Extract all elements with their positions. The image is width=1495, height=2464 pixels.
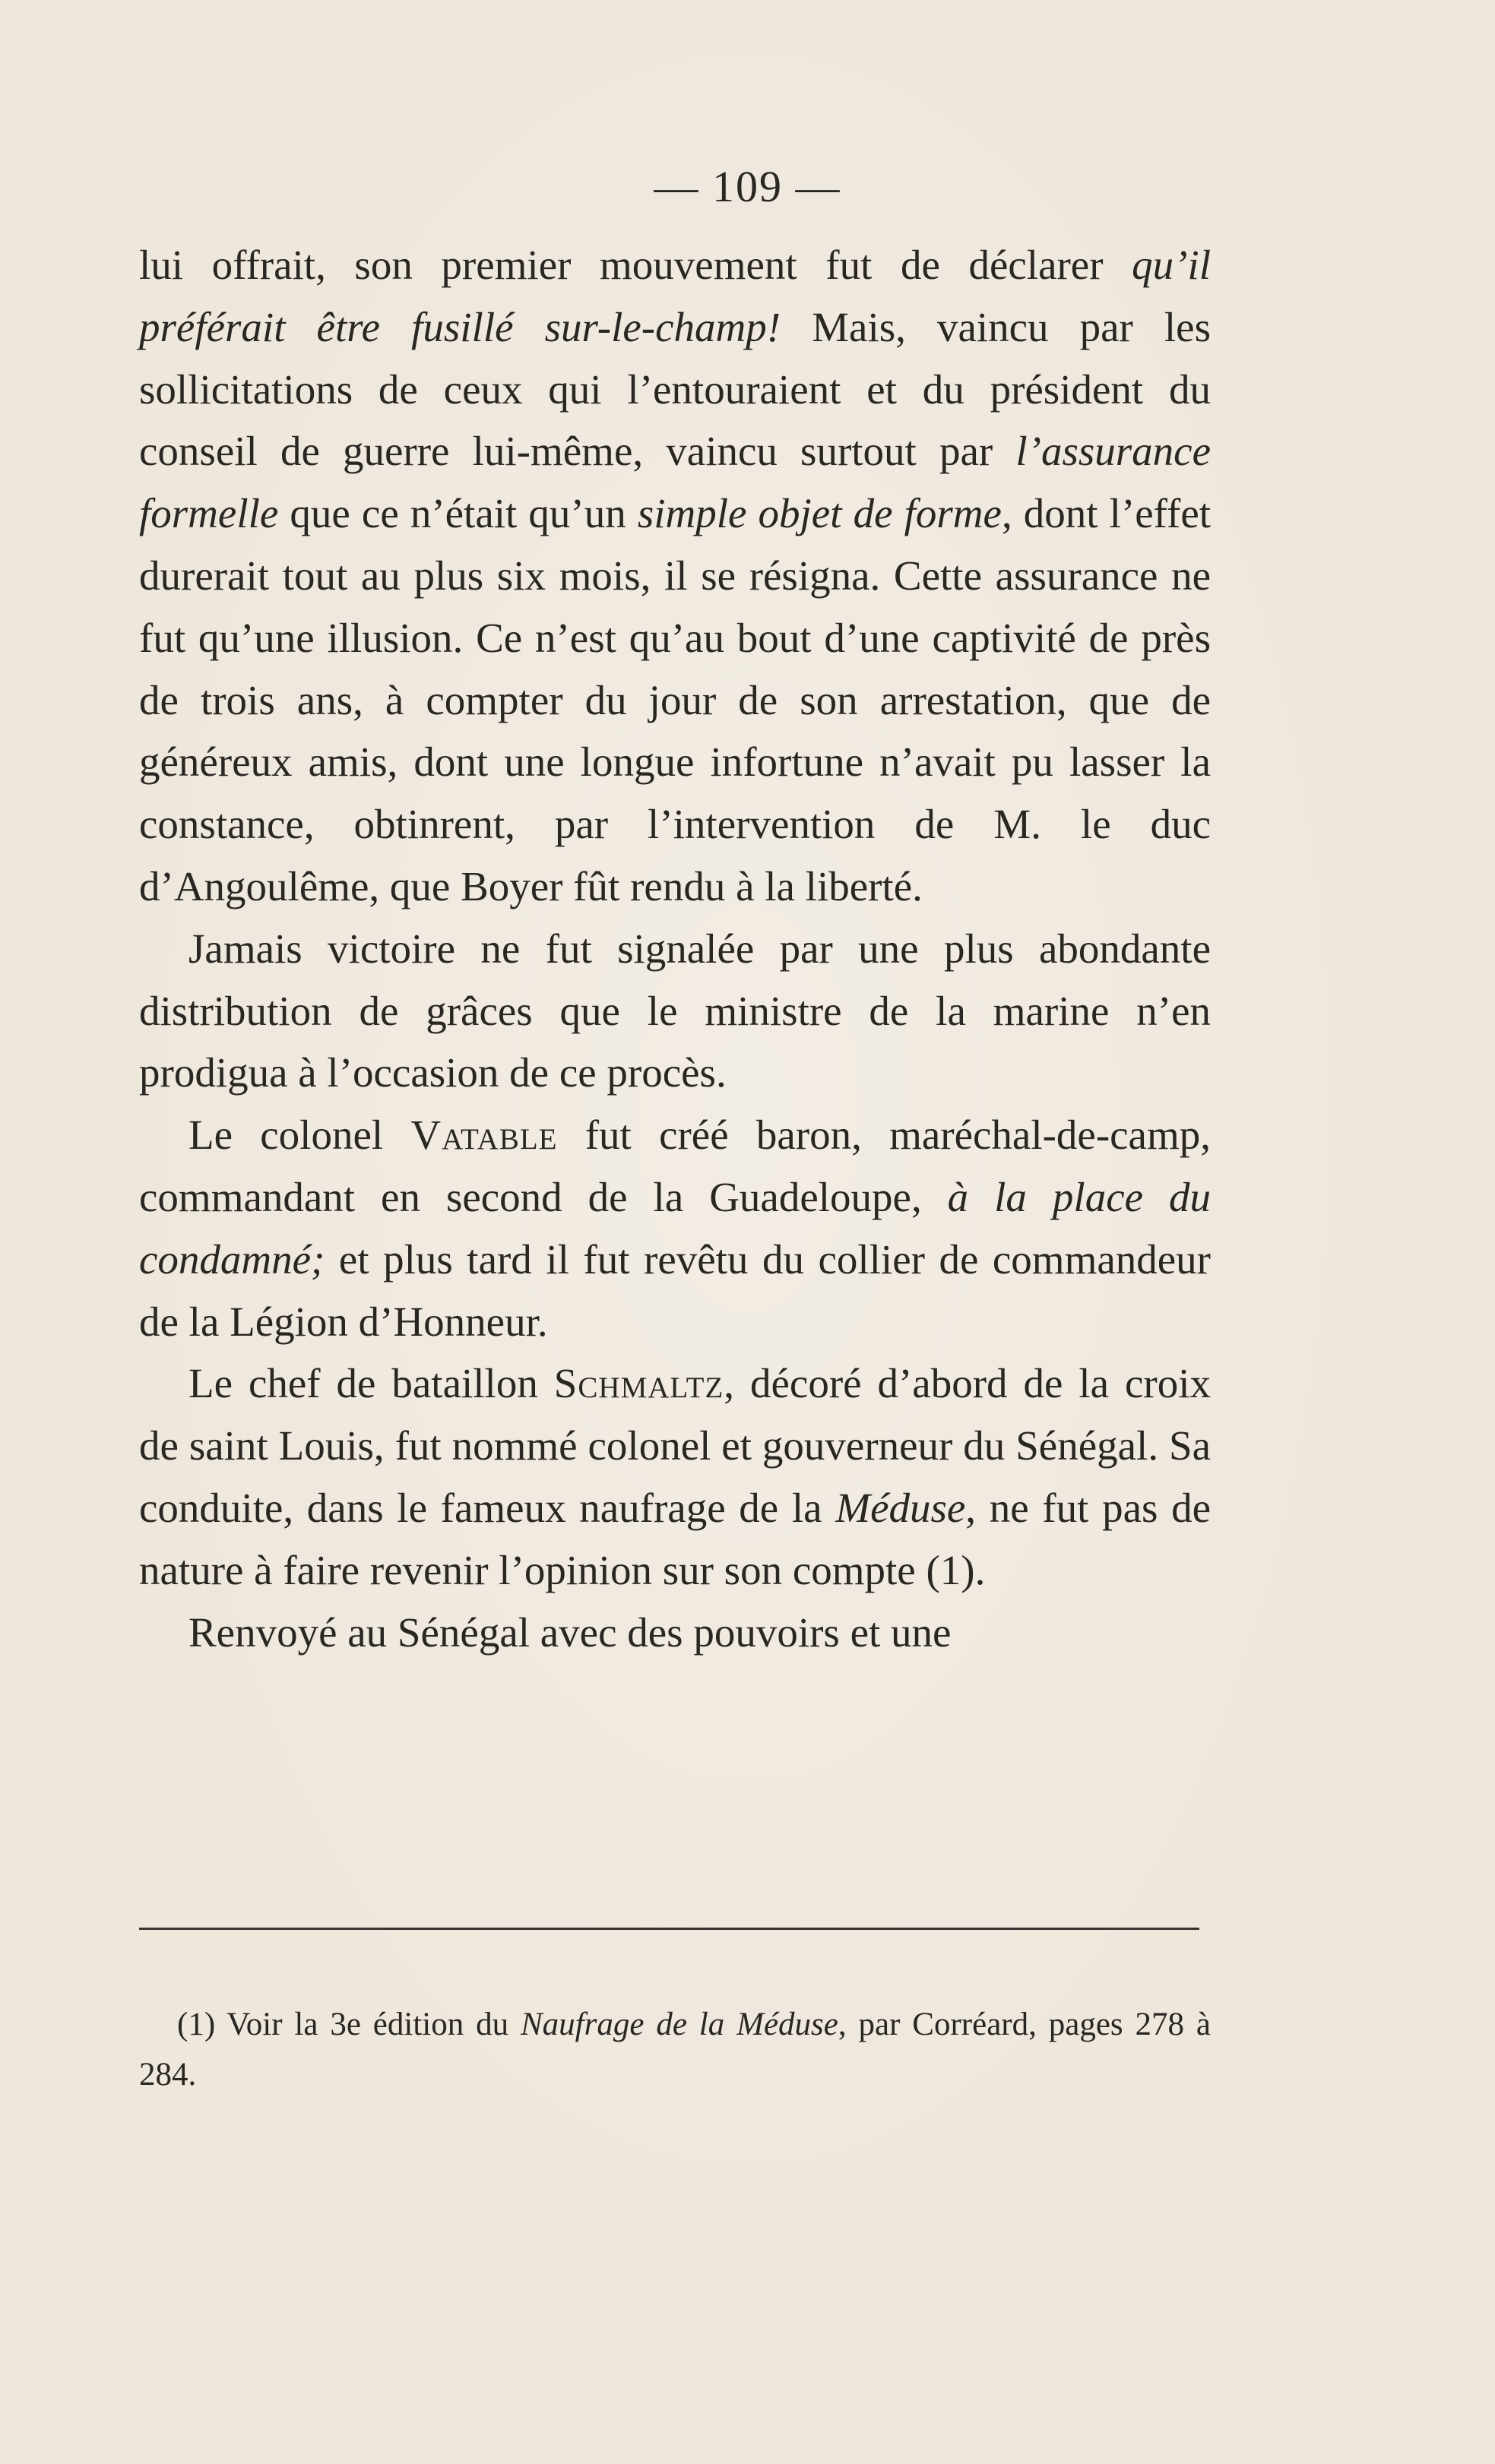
text-span: lui offrait, son premier mouvement fut de déclarer [139, 242, 1132, 288]
italic-span: à la place du condamné; [139, 1173, 1211, 1283]
footnote-text [139, 2000, 1211, 2100]
text-span: , ne fut pas de nature à faire revenir l’opinion sur son compte (1). [139, 1484, 1211, 1593]
footnote-divider [139, 1928, 1199, 1930]
italic-span: simple objet de forme [637, 490, 1002, 537]
text-span: (1) Voir la 3e édition du [177, 2007, 521, 2042]
paragraph-5: Renvoyé au Sénégal avec des pouvoirs et une [188, 1608, 952, 1656]
text-span: Le chef de bataillon [188, 1360, 554, 1407]
italic-span: qu’il préférait être fusillé sur-le-champ! [139, 242, 1211, 350]
text-span: Mais, vaincu par les sollicitations de ceux qui l’entouraient et du président du conseil de guerre lui-même, vaincu surtout par [139, 303, 1211, 475]
text-span: , par Corréard, pages 278 à 284. [139, 2007, 1211, 2092]
main-text [139, 234, 1211, 1663]
paragraph-4 [139, 1352, 1211, 1601]
italic-span: l’assurance formelle [139, 428, 1211, 537]
text-span: Le colonel [188, 1112, 411, 1159]
italic-span: Méduse [835, 1484, 966, 1531]
paragraph-3 [139, 1104, 1211, 1352]
text-span: que ce n’était qu’un [278, 490, 638, 537]
paragraph-2: Jamais victoire ne fut signalée par une plus abondante distribution de grâces que le ministre de la marine n’en prodigua à l’occasion de ce procès. [139, 925, 1211, 1096]
text-span: , décoré d’abord de la croix de saint Louis, fut nommé colonel et gouverneur du Sénégal. Sa conduite, dans le fameux naufrage de la [139, 1360, 1211, 1531]
person-name-schmaltz: Schmaltz [553, 1360, 724, 1407]
footnote [139, 2000, 1211, 2100]
text-span: fut créé baron, maréchal-de-camp, commandant en second de la Guadeloupe, [139, 1112, 1211, 1220]
person-name-vatable: Vatable [410, 1112, 558, 1159]
page-number: — 109 — [654, 162, 841, 211]
text-span: et plus tard il fut revêtu du collier de commandeur de la Légion d’Honneur. [139, 1235, 1211, 1345]
italic-span: Naufrage de la Méduse [521, 2007, 838, 2042]
text-span: , dont l’effet durerait tout au plus six mois, il se résigna. Cette assurance ne fut qu’une illusion. Ce n’est qu’au bout d’une captivité de près de trois ans, à compter du jour de son arrestation, que de généreux amis, dont une longue infortune n’avait pu lasser la constance, obtinrent, par l’intervention de M. le duc d’Angoulême, que Boyer fût rendu à la liberté. [139, 490, 1212, 909]
paragraph-1 [139, 234, 1211, 918]
